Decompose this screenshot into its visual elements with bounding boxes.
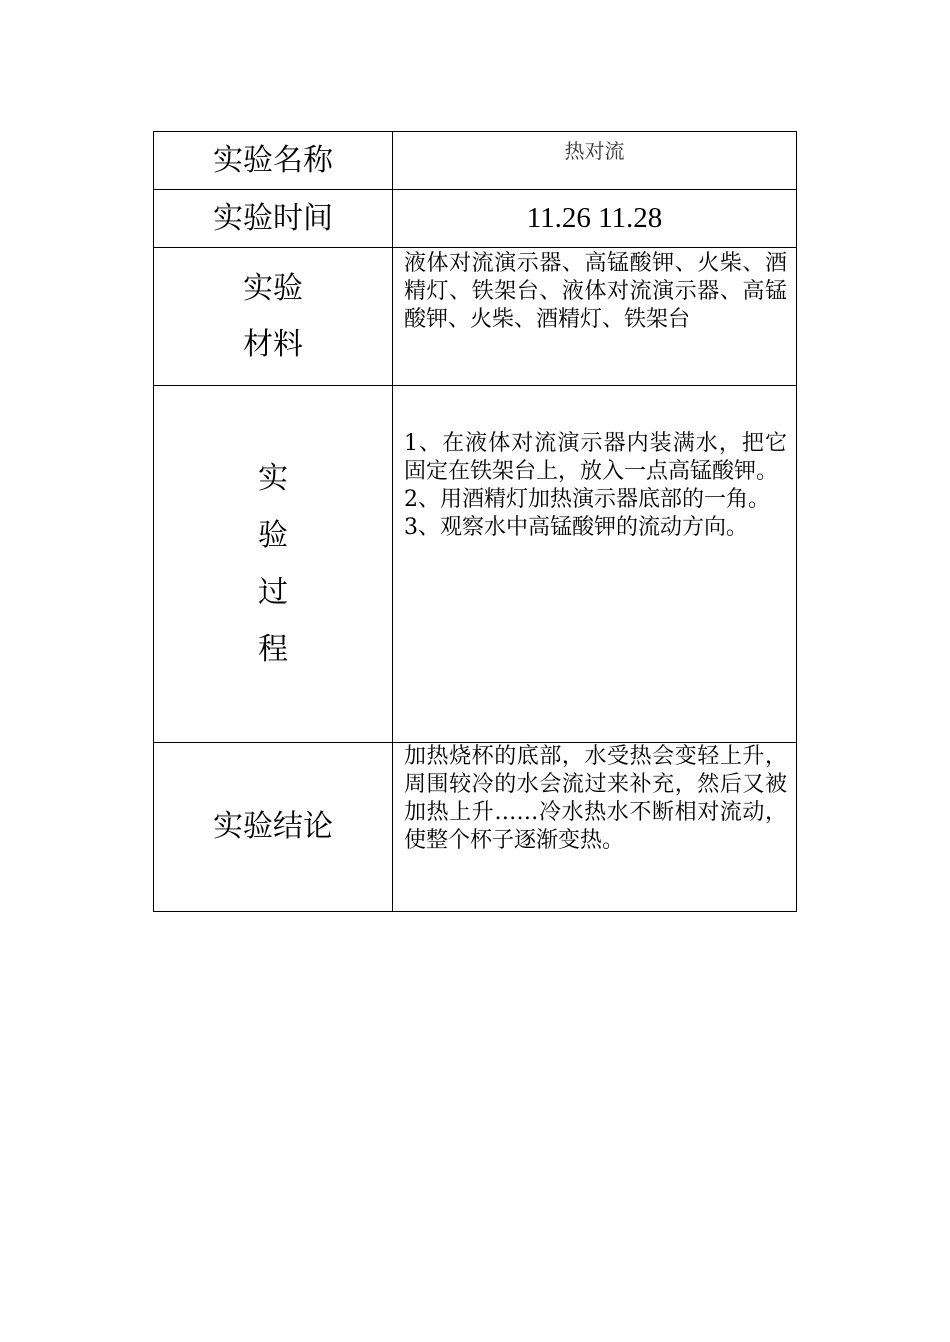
experiment-materials-label bbox=[154, 248, 393, 386]
experiment-materials-value: 液体对流演示器、高锰酸钾、火柴、酒精灯、铁架台、液体对流演示器、高锰酸钾、火柴、酒精灯、铁架台 bbox=[404, 251, 787, 332]
experiment-materials-cell bbox=[393, 248, 797, 386]
experiment-name-label: 实验名称 bbox=[154, 132, 393, 190]
procedure-label-char: 程 bbox=[258, 632, 288, 667]
procedure-label-char: 实 bbox=[258, 461, 288, 496]
row-experiment-materials bbox=[154, 248, 797, 386]
row-experiment-procedure bbox=[154, 386, 797, 743]
experiment-procedure-label bbox=[154, 386, 393, 743]
experiment-conclusion-cell bbox=[393, 743, 797, 912]
row-experiment-time bbox=[154, 190, 797, 248]
procedure-step: 1、在液体对流演示器内装满水，把它固定在铁架台上，放入一点高锰酸钾。 bbox=[404, 431, 787, 484]
row-experiment-name bbox=[154, 132, 797, 190]
materials-label-line1: 实验 bbox=[243, 270, 303, 306]
procedure-step: 2、用酒精灯加热演示器底部的一角。 bbox=[404, 487, 770, 512]
experiment-time-cell bbox=[393, 190, 797, 248]
experiment-record-table bbox=[153, 131, 797, 912]
procedure-label-char: 过 bbox=[258, 575, 288, 610]
experiment-time-value: 11.26 11.28 bbox=[526, 202, 663, 234]
experiment-procedure-cell bbox=[393, 386, 797, 743]
experiment-name-cell bbox=[393, 132, 797, 190]
experiment-conclusion-label: 实验结论 bbox=[154, 743, 393, 912]
materials-label-line2: 材料 bbox=[243, 326, 303, 362]
procedure-label-char: 验 bbox=[258, 518, 288, 553]
experiment-time-label: 实验时间 bbox=[154, 190, 393, 248]
experiment-conclusion-value: 加热烧杯的底部，水受热会变轻上升，周围较冷的水会流过来补充，然后又被加热上升……冷水热水不断相对流动，使整个杯子逐渐变热。 bbox=[404, 744, 787, 853]
experiment-name-value: 热对流 bbox=[564, 139, 625, 163]
row-experiment-conclusion bbox=[154, 743, 797, 912]
procedure-step: 3、观察水中高锰酸钾的流动方向。 bbox=[404, 515, 748, 540]
experiment-procedure-steps bbox=[393, 386, 796, 542]
